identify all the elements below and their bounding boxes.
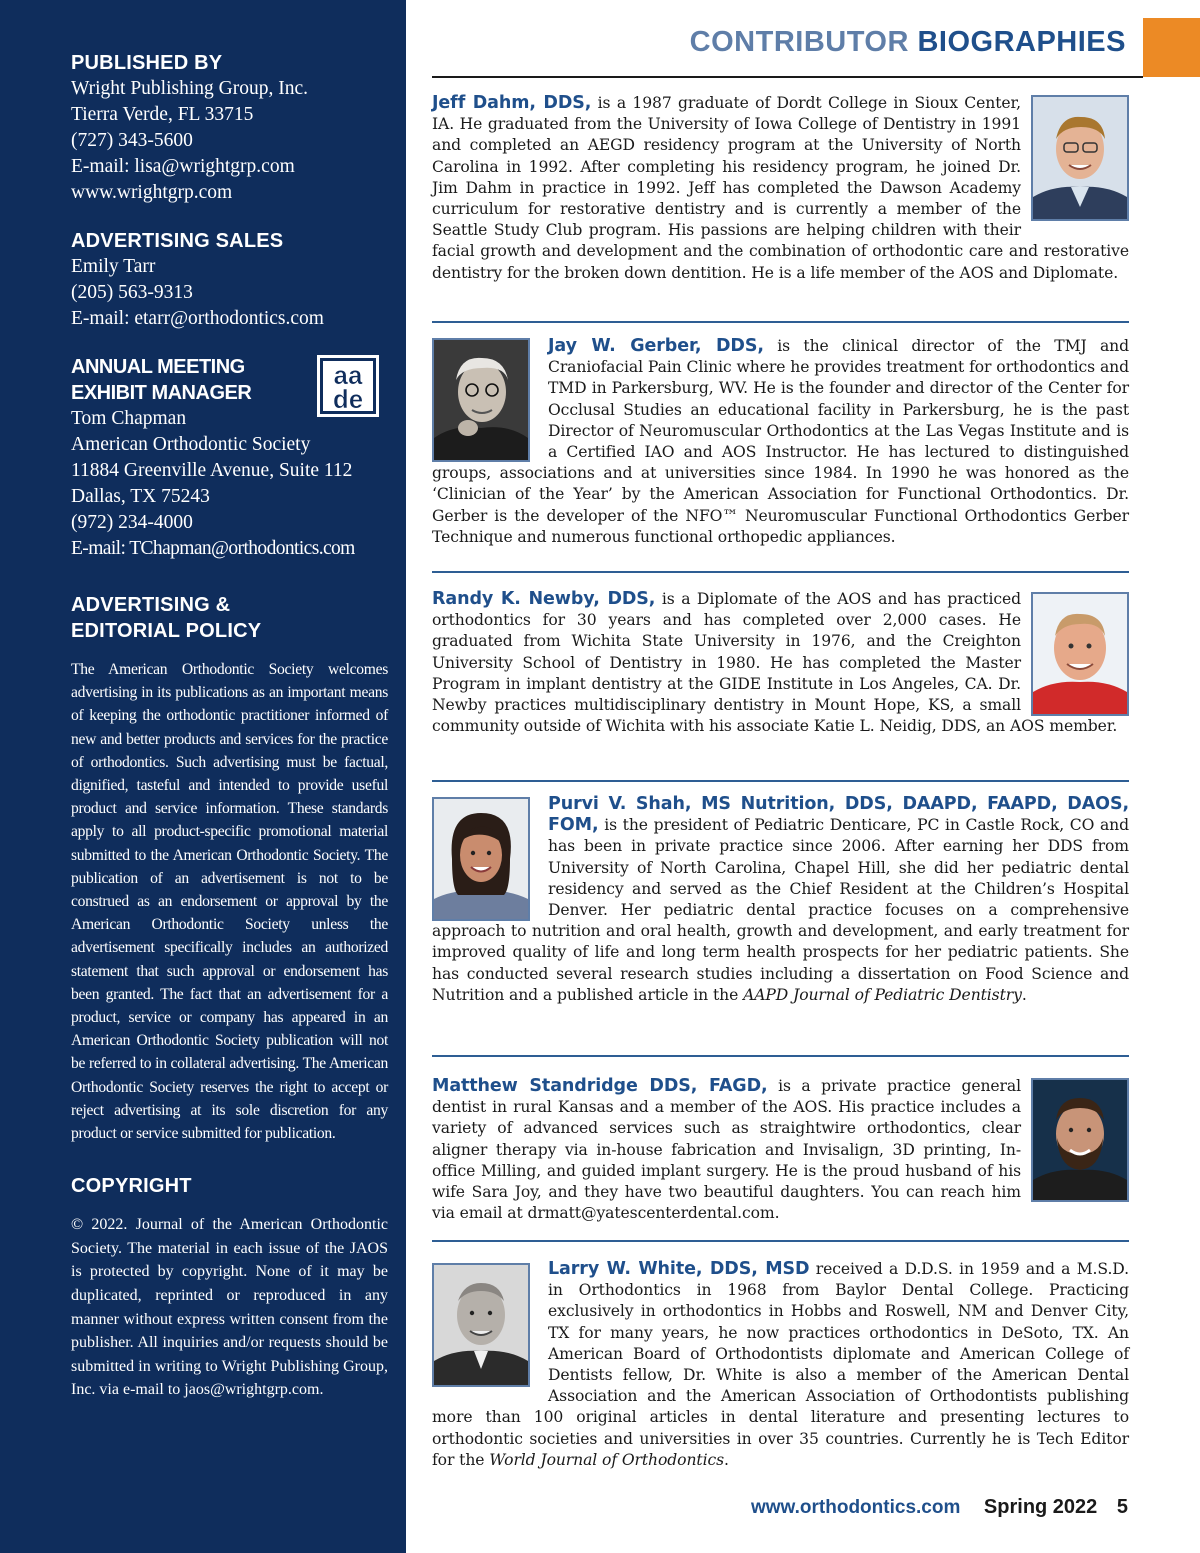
divider (432, 1055, 1129, 1057)
published-by-heading: PUBLISHED BY (71, 52, 223, 74)
bio-jay-gerber (432, 336, 1129, 548)
bio-text: received a D.D.S. in 1959 and a M.S.D. in Orthodontics in 1968 from Baylor Dental College. Practicing exclusively in orthodontics in Hobbs and Roswell, NM and Denver City, TX for many years, he now practices orthodontics in DeSoto, TX. An American Board of Orthodontists diplomate and American College of Dentists fellow, Dr. White is also a member of the American Dental Association and the American Association of Orthodontists publishing more than 100 original articles in dental literature and presenting lectures to orthodontic societies and universities in over 35 countries. Currently he is Tech Editor for the (432, 1260, 1130, 1469)
exhibit-city: Dallas, TX 75243 (71, 486, 210, 507)
exhibit-manager-section (71, 354, 388, 562)
publisher-phone: (727) 343-5600 (71, 130, 193, 151)
footer-issue: Spring 2022 (983, 1496, 1098, 1518)
policy-section (71, 592, 388, 1145)
photo-jay-gerber (432, 338, 530, 462)
page-number: 5 (1116, 1496, 1128, 1518)
bio-name: Randy K. Newby, DDS, (432, 589, 656, 609)
divider (432, 1240, 1129, 1242)
publisher-website-link[interactable]: www.wrightgrp.com (71, 182, 233, 203)
photo-randy-newby (1031, 592, 1129, 716)
bio-journal: AAPD Journal of Pediatric Dentistry (743, 985, 1022, 1004)
header-divider (432, 76, 1143, 78)
page-title (690, 26, 1126, 59)
photo-purvi-shah (432, 797, 530, 921)
divider (432, 321, 1129, 323)
bio-name: Larry W. White, DDS, MSD (548, 1259, 810, 1279)
sales-email-link[interactable]: E-mail: etarr@orthodontics.com (71, 308, 324, 329)
policy-heading-1: ADVERTISING & (71, 594, 231, 616)
bio-name: Jeff Dahm, DDS, (432, 93, 592, 113)
sidebar-masthead (0, 0, 406, 1553)
bio-text: is the president of Pediatric Denticare, PC in Castle Rock, CO and has been in private practice since 2006. After earning her DDS from University of North Carolina, Chapel Hill, she did her pediatric dental residency and served as the Chief Resident at the Children’s Hospital Denver. Her pediatric dental practice focuses on a comprehensive approach to nutrition and oral health, growth and development, and early treatment for improved quality of life and long term health prospects for her pediatric patients. She has conducted several research studies including a dissertation on Food Science and Nutrition and a published article in the (432, 816, 1129, 1004)
exhibit-org: American Orthodontic Society (71, 434, 311, 455)
divider (432, 780, 1129, 782)
publisher-email-link[interactable]: E-mail: lisa@wrightgrp.com (71, 156, 295, 177)
sales-phone: (205) 563-9313 (71, 282, 193, 303)
bio-tail: . (1021, 985, 1027, 1004)
bio-text: is a 1987 graduate of Dordt College in Sioux Center, IA. He graduated from the University of Iowa College of Dentistry in 1991 and completed an AEGD residency program at the University of North Carolina in 1992. After completing his residency program, he joined Dr. Jim Dahm in practice in 1992. Jeff has completed the Dawson Academy curriculum for restorative dentistry and is currently a member of the Seattle Study Club program. His passions are helping children with their facial growth and development and the combination of orthodontic care and restorative dentistry for the broken down dentition. He is a life member of the AOS and Diplomate. (432, 94, 1129, 282)
bio-text: is a Diplomate of the AOS and has practiced orthodontics for 30 years and has completed over 2,000 cases. He graduated from Wichita State University in 1976, and the Creighton University School of Dentistry in 1980. He has completed the Master Program in implant dentistry at the GIDE Institute in Los Angeles, CA. Dr. Newby practices multidisciplinary dentistry in Mount Hope, KS, a small community outside of Wichita with his associate Katie L. Neidig, DDS, an AOS member. (432, 590, 1118, 736)
svg-text:aa: aa (333, 360, 363, 390)
copyright-text: © 2022. Journal of the American Orthodontic Society. The material in each issue of the JAOS is protected by copyright. None of it may be duplicated, reprinted or reproduced in any manner without express written consent from the publisher. All inquiries and/or requests should be submitted in writing to Wright Publishing Group, Inc. via e-mail to jaos@wrightgrp.com. (71, 1216, 388, 1399)
photo-matthew-standridge (1031, 1078, 1129, 1202)
exhibit-street: 11884 Greenville Avenue, Suite 112 (71, 460, 353, 481)
copyright-section (71, 1173, 388, 1402)
exhibit-phone: (972) 234-4000 (71, 512, 193, 533)
bio-tail: . (724, 1450, 729, 1469)
bio-text: is the clinical director of the TMJ and Craniofacial Pain Clinic where he provides treatment for orthodontics and TMD in Parkersburg, WV. He is the founder and director of the Center for Occlusal Studies an educational facility in Parkersburg, he is the past Director of Neuromuscular Orthodontics at the Las Vegas Institute and is a Certified IAO and AOS Instructor. He has lectured to distinguished groups, associations and at universities since 1984. In 1990 he was honored as the ‘Clinician of the Year’ by the American Association for Functional Orthodontics. Dr. Gerber is the developer of the NFO™ Neuromuscular Functional Orthodontics Gerber Technique and numerous functional orthopedic appliances. (432, 337, 1129, 546)
bio-randy-newby (432, 589, 1129, 737)
exhibit-email-link[interactable]: E-mail: TChapman@orthodontics.com (71, 538, 355, 559)
photo-jeff-dahm (1031, 95, 1129, 221)
bio-name: Jay W. Gerber, DDS, (548, 336, 764, 356)
page-title-part2: BIOGRAPHIES (917, 26, 1126, 58)
page-footer (751, 1496, 1128, 1519)
sales-contact-name: Emily Tarr (71, 256, 156, 277)
exhibit-manager-heading-1: ANNUAL MEETING (71, 356, 245, 378)
bio-matthew-standridge (432, 1076, 1129, 1224)
bio-larry-white (432, 1259, 1129, 1471)
policy-text: The American Orthodontic Society welcomes advertising in its publications as an important means of keeping the orthodontic practitioner informed of new and better products and services for the practice of orthodontics. Such advertising must be factual, dignified, tasteful and intended to provide useful product and service information. These standards apply to all product-specific promotional material submitted to the American Orthodontic Society. The publication of an advertisement is not to be construed as an endorsement or approval by the American Orthodontic Society unless the advertisement specifically includes an authorized statement that such approval or endorsement has been granted. The fact that an advertisement for a product, service or company has appeared in an American Orthodontic Society publication will not be referred to in collateral advertising. The American Orthodontic Society reserves the right to accept or reject advertising at its sole discretion for any product or service submitted for publication. (71, 661, 388, 1143)
bio-journal: World Journal of Orthodontics (489, 1450, 724, 1469)
divider (432, 571, 1129, 573)
advertising-sales-heading: ADVERTISING SALES (71, 230, 284, 252)
copyright-heading: COPYRIGHT (71, 1175, 192, 1198)
policy-heading-2: EDITORIAL POLICY (71, 620, 262, 642)
svg-text:de: de (332, 384, 364, 414)
publisher-name: Wright Publishing Group, Inc. (71, 78, 308, 99)
page-title-part1: CONTRIBUTOR (689, 26, 909, 58)
advertising-sales-section (71, 228, 388, 332)
orange-accent-tab (1143, 18, 1200, 77)
exhibit-contact-name: Tom Chapman (71, 408, 187, 429)
bio-jeff-dahm (432, 93, 1129, 284)
photo-larry-white (432, 1263, 530, 1387)
published-by-section (71, 50, 388, 206)
bio-name: Purvi V. Shah, MS Nutrition, DDS, DAAPD, FAAPD, DAOS, FOM, (548, 794, 1129, 836)
bio-text: is a private practice general dentist in rural Kansas and a member of the AOS. His practice includes a variety of advanced services such as straightwire orthodontics, clear aligner therapy via in-house fabrication and Invisalign, 3D printing, In-office Milling, and guided implant surgery. He is the proud husband of his wife Sara Joy, and they have two beautiful daughters. You can reach him via email at drmatt@yatescenterdental.com. (432, 1077, 1021, 1223)
footer-website-link[interactable]: www.orthodontics.com (751, 1497, 961, 1518)
bio-name: Matthew Standridge DDS, FAGD, (432, 1076, 768, 1096)
exhibit-manager-heading-2: EXHIBIT MANAGER (71, 382, 252, 404)
publisher-city: Tierra Verde, FL 33715 (71, 104, 254, 125)
aade-logo (316, 354, 380, 418)
bio-purvi-shah (432, 794, 1129, 1006)
